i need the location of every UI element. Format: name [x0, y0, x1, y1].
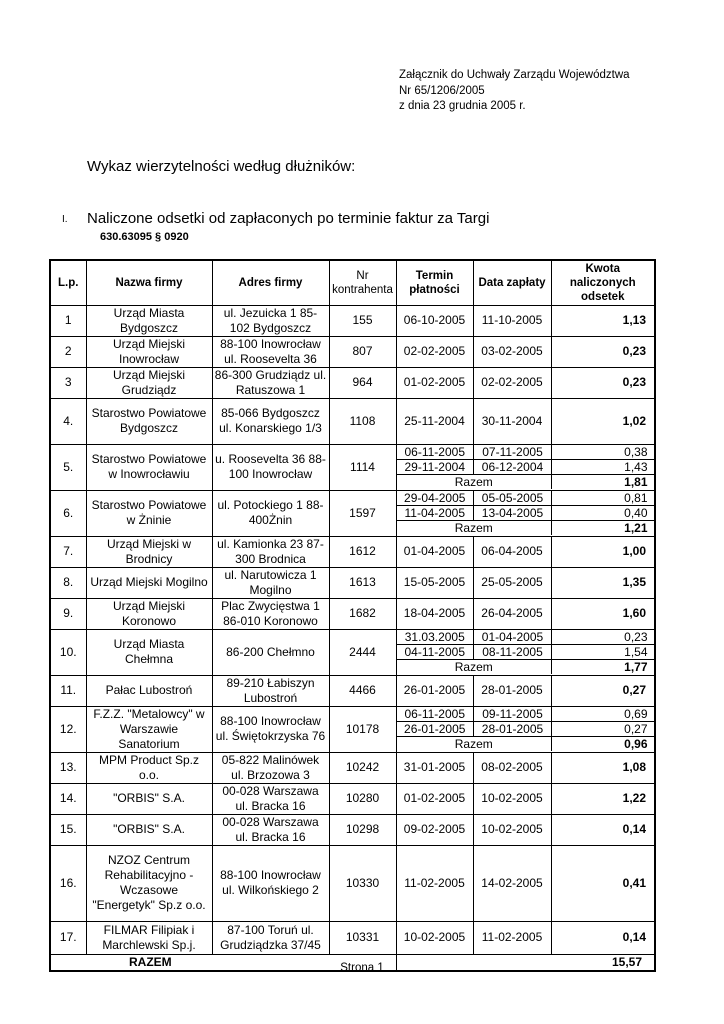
row-address: 89-210 Łabiszyn Lubostroń — [212, 675, 329, 706]
row-lp: 12. — [50, 706, 86, 752]
payments-subtable — [397, 491, 656, 535]
payment-row — [397, 460, 656, 475]
row-address: 00-028 Warszawa ul. Bracka 16 — [212, 814, 329, 845]
payment-termin: 06-11-2005 — [397, 445, 474, 460]
table-row — [50, 367, 655, 398]
row-termin: 15-05-2005 — [396, 567, 473, 598]
payment-termin: 29-11-2004 — [397, 460, 474, 475]
section-code: 630.63095 § 0920 — [100, 231, 189, 243]
payment-kwota: 0,40 — [552, 506, 656, 521]
payment-data: 13-04-2005 — [474, 506, 552, 521]
row-firm: Urząd Miejski Inowrocław — [86, 336, 212, 367]
row-nr: 10298 — [329, 814, 396, 845]
row-termin: 01-02-2005 — [396, 783, 473, 814]
row-termin: 26-01-2005 — [396, 675, 473, 706]
row-address: 05-822 Malinówek ul. Brzozowa 3 — [212, 752, 329, 783]
table-row — [50, 336, 655, 367]
row-nr: 1597 — [329, 490, 396, 536]
payment-razem-label: Razem — [397, 475, 552, 490]
payment-razem-label: Razem — [397, 737, 552, 752]
row-lp: 15. — [50, 814, 86, 845]
row-nr: 10330 — [329, 845, 396, 921]
row-data: 11-02-2005 — [473, 921, 551, 954]
row-address: u. Roosevelta 36 88-100 Inowrocław — [212, 444, 329, 490]
row-kwota: 1,13 — [551, 305, 655, 336]
col-lp: L.p. — [50, 260, 86, 305]
row-kwota: 0,23 — [551, 336, 655, 367]
payment-data: 09-11-2005 — [474, 707, 552, 722]
row-data: 11-10-2005 — [473, 305, 551, 336]
row-firm: Urząd Miejski Grudziądz — [86, 367, 212, 398]
row-payments — [396, 490, 655, 536]
col-kwota: Kwota naliczonych odsetek — [551, 260, 655, 305]
table-row — [50, 706, 655, 752]
payment-termin: 26-01-2005 — [397, 722, 474, 737]
section-title: Naliczone odsetki od zapłaconych po terminie faktur za Targi — [87, 210, 490, 227]
row-data: 08-02-2005 — [473, 752, 551, 783]
row-lp: 9. — [50, 598, 86, 629]
row-nr: 10331 — [329, 921, 396, 954]
row-firm: "ORBIS" S.A. — [86, 783, 212, 814]
table-header-row — [50, 260, 655, 305]
row-lp: 14. — [50, 783, 86, 814]
table-row — [50, 598, 655, 629]
row-address: 88-100 Inowrocław ul. Świętokrzyska 76 — [212, 706, 329, 752]
row-termin: 06-10-2005 — [396, 305, 473, 336]
row-data: 03-02-2005 — [473, 336, 551, 367]
row-firm: FILMAR Filipiak i Marchlewski Sp.j. — [86, 921, 212, 954]
payment-row — [397, 645, 656, 660]
row-lp: 10. — [50, 629, 86, 675]
row-kwota: 0,41 — [551, 845, 655, 921]
row-firm: Starostwo Powiatowe Bydgoszcz — [86, 398, 212, 444]
table-row — [50, 305, 655, 336]
col-data: Data zapłaty — [473, 260, 551, 305]
row-address: ul. Kamionka 23 87-300 Brodnica — [212, 536, 329, 567]
payment-kwota: 0,69 — [552, 707, 656, 722]
payment-data: 05-05-2005 — [474, 491, 552, 506]
table-row — [50, 398, 655, 444]
row-payments — [396, 706, 655, 752]
row-lp: 2 — [50, 336, 86, 367]
row-firm: F.Z.Z. "Metalowcy" w Warszawie Sanatorium — [86, 706, 212, 752]
row-termin: 11-02-2005 — [396, 845, 473, 921]
payment-termin: 31.03.2005 — [397, 630, 474, 645]
row-kwota: 1,22 — [551, 783, 655, 814]
row-nr: 807 — [329, 336, 396, 367]
payment-row — [397, 506, 656, 521]
row-data: 30-11-2004 — [473, 398, 551, 444]
row-nr: 964 — [329, 367, 396, 398]
row-nr: 155 — [329, 305, 396, 336]
row-data: 26-04-2005 — [473, 598, 551, 629]
row-nr: 1682 — [329, 598, 396, 629]
row-address: 88-100 Inowrocław ul. Wilkońskiego 2 — [212, 845, 329, 921]
row-nr: 4466 — [329, 675, 396, 706]
row-firm: Urząd Miasta Bydgoszcz — [86, 305, 212, 336]
table-row — [50, 921, 655, 954]
payment-row — [397, 445, 656, 460]
row-address: ul. Narutowicza 1 Mogilno — [212, 567, 329, 598]
row-lp: 5. — [50, 444, 86, 490]
payment-razem-row — [397, 521, 656, 536]
row-firm: Urząd Miasta Chełmna — [86, 629, 212, 675]
table-row — [50, 490, 655, 536]
payment-razem-value: 1,77 — [624, 660, 648, 674]
annex-line-2: Nr 65/1206/2005 — [399, 84, 485, 97]
table-row — [50, 783, 655, 814]
table-row — [50, 629, 655, 675]
payment-kwota: 1,54 — [552, 645, 656, 660]
table-row — [50, 536, 655, 567]
annex-header — [399, 68, 630, 115]
payment-data: 06-12-2004 — [474, 460, 552, 475]
payment-razem-value: 1,81 — [624, 475, 648, 489]
row-kwota: 1,08 — [551, 752, 655, 783]
row-termin: 02-02-2005 — [396, 336, 473, 367]
row-firm: Pałac Lubostroń — [86, 675, 212, 706]
debts-table — [49, 259, 656, 972]
total-value: 15,57 — [396, 954, 655, 971]
payment-razem-row — [397, 660, 656, 675]
row-firm: Urząd Miejski Mogilno — [86, 567, 212, 598]
annex-line-1: Załącznik do Uchwały Zarządu Województwa — [399, 69, 630, 81]
row-data: 25-05-2005 — [473, 567, 551, 598]
row-lp: 11. — [50, 675, 86, 706]
annex-line-3: z dnia 23 grudnia 2005 r. — [399, 100, 526, 112]
payment-termin: 29-04-2005 — [397, 491, 474, 506]
payments-subtable — [397, 707, 656, 751]
row-termin: 18-04-2005 — [396, 598, 473, 629]
table-row — [50, 814, 655, 845]
row-address: 86-200 Chełmno — [212, 629, 329, 675]
row-firm: MPM Product Sp.z o.o. — [86, 752, 212, 783]
row-lp: 17. — [50, 921, 86, 954]
row-data: 10-02-2005 — [473, 814, 551, 845]
row-termin: 01-04-2005 — [396, 536, 473, 567]
row-lp: 16. — [50, 845, 86, 921]
payment-data: 07-11-2005 — [474, 445, 552, 460]
row-firm: NZOZ Centrum Rehabilitacyjno - Wczasowe "Energetyk" Sp.z o.o. — [86, 845, 212, 921]
row-address: 85-066 Bydgoszcz ul. Konarskiego 1/3 — [212, 398, 329, 444]
row-address: 88-100 Inowrocław ul. Roosevelta 36 — [212, 336, 329, 367]
row-kwota: 0,23 — [551, 367, 655, 398]
document-title: Wykaz wierzytelności według dłużników: — [87, 158, 356, 175]
row-address: 00-028 Warszawa ul. Bracka 16 — [212, 783, 329, 814]
row-nr: 10242 — [329, 752, 396, 783]
payment-data: 28-01-2005 — [474, 722, 552, 737]
row-nr: 10280 — [329, 783, 396, 814]
payment-row — [397, 491, 656, 506]
row-termin: 31-01-2005 — [396, 752, 473, 783]
payment-kwota: 0,81 — [552, 491, 656, 506]
payment-kwota: 1,43 — [552, 460, 656, 475]
row-kwota: 0,14 — [551, 814, 655, 845]
table-row — [50, 845, 655, 921]
payment-razem-row — [397, 475, 656, 490]
payment-razem-value: 0,96 — [624, 737, 648, 751]
row-termin: 25-11-2004 — [396, 398, 473, 444]
col-nr: Nr kontrahenta — [329, 260, 396, 305]
payment-razem-value: 1,21 — [624, 521, 648, 535]
row-termin: 09-02-2005 — [396, 814, 473, 845]
payment-kwota: 0,27 — [552, 722, 656, 737]
row-nr: 1613 — [329, 567, 396, 598]
payment-row — [397, 722, 656, 737]
payment-termin: 11-04-2005 — [397, 506, 474, 521]
page-number: Strona 1 — [340, 962, 384, 974]
col-firm: Nazwa firmy — [86, 260, 212, 305]
row-nr: 1612 — [329, 536, 396, 567]
table-row — [50, 675, 655, 706]
row-firm: Urząd Miejski Koronowo — [86, 598, 212, 629]
row-kwota: 1,02 — [551, 398, 655, 444]
payment-kwota: 0,38 — [552, 445, 656, 460]
payment-data: 01-04-2005 — [474, 630, 552, 645]
row-lp: 4. — [50, 398, 86, 444]
row-lp: 8. — [50, 567, 86, 598]
row-nr: 1108 — [329, 398, 396, 444]
payment-data: 08-11-2005 — [474, 645, 552, 660]
row-nr: 10178 — [329, 706, 396, 752]
row-address: ul. Potockiego 1 88-400Żnin — [212, 490, 329, 536]
row-firm: Starostwo Powiatowe w Inowrocławiu — [86, 444, 212, 490]
row-firm: Urząd Miejski w Brodnicy — [86, 536, 212, 567]
row-kwota: 0,14 — [551, 921, 655, 954]
row-data: 02-02-2005 — [473, 367, 551, 398]
row-nr: 1114 — [329, 444, 396, 490]
row-firm: Starostwo Powiatowe w Żninie — [86, 490, 212, 536]
row-kwota: 0,27 — [551, 675, 655, 706]
row-data: 06-04-2005 — [473, 536, 551, 567]
payment-razem-label: Razem — [397, 660, 552, 675]
payment-termin: 04-11-2005 — [397, 645, 474, 660]
row-lp: 7. — [50, 536, 86, 567]
row-lp: 6. — [50, 490, 86, 536]
payment-row — [397, 630, 656, 645]
row-data: 28-01-2005 — [473, 675, 551, 706]
table-row — [50, 444, 655, 490]
row-payments — [396, 444, 655, 490]
total-label: RAZEM — [50, 954, 396, 971]
row-kwota: 1,00 — [551, 536, 655, 567]
payment-razem-label: Razem — [397, 521, 552, 536]
row-firm: "ORBIS" S.A. — [86, 814, 212, 845]
row-address: ul. Jezuicka 1 85-102 Bydgoszcz — [212, 305, 329, 336]
row-lp: 3 — [50, 367, 86, 398]
payments-subtable — [397, 630, 656, 674]
row-nr: 2444 — [329, 629, 396, 675]
row-data: 14-02-2005 — [473, 845, 551, 921]
payment-razem-row — [397, 737, 656, 752]
row-address: Plac Zwycięstwa 1 86-010 Koronowo — [212, 598, 329, 629]
payment-termin: 06-11-2005 — [397, 707, 474, 722]
payment-kwota: 0,23 — [552, 630, 656, 645]
row-termin: 01-02-2005 — [396, 367, 473, 398]
row-payments — [396, 629, 655, 675]
table-row — [50, 567, 655, 598]
table-row — [50, 752, 655, 783]
row-lp: 1 — [50, 305, 86, 336]
payments-subtable — [397, 445, 656, 489]
row-data: 10-02-2005 — [473, 783, 551, 814]
section-number: I. — [62, 214, 68, 225]
row-termin: 10-02-2005 — [396, 921, 473, 954]
row-kwota: 1,60 — [551, 598, 655, 629]
payment-row — [397, 707, 656, 722]
row-kwota: 1,35 — [551, 567, 655, 598]
row-address: 86-300 Grudziądz ul. Ratuszowa 1 — [212, 367, 329, 398]
row-address: 87-100 Toruń ul. Grudziądzka 37/45 — [212, 921, 329, 954]
row-lp: 13. — [50, 752, 86, 783]
col-termin: Termin płatności — [396, 260, 473, 305]
col-address: Adres firmy — [212, 260, 329, 305]
